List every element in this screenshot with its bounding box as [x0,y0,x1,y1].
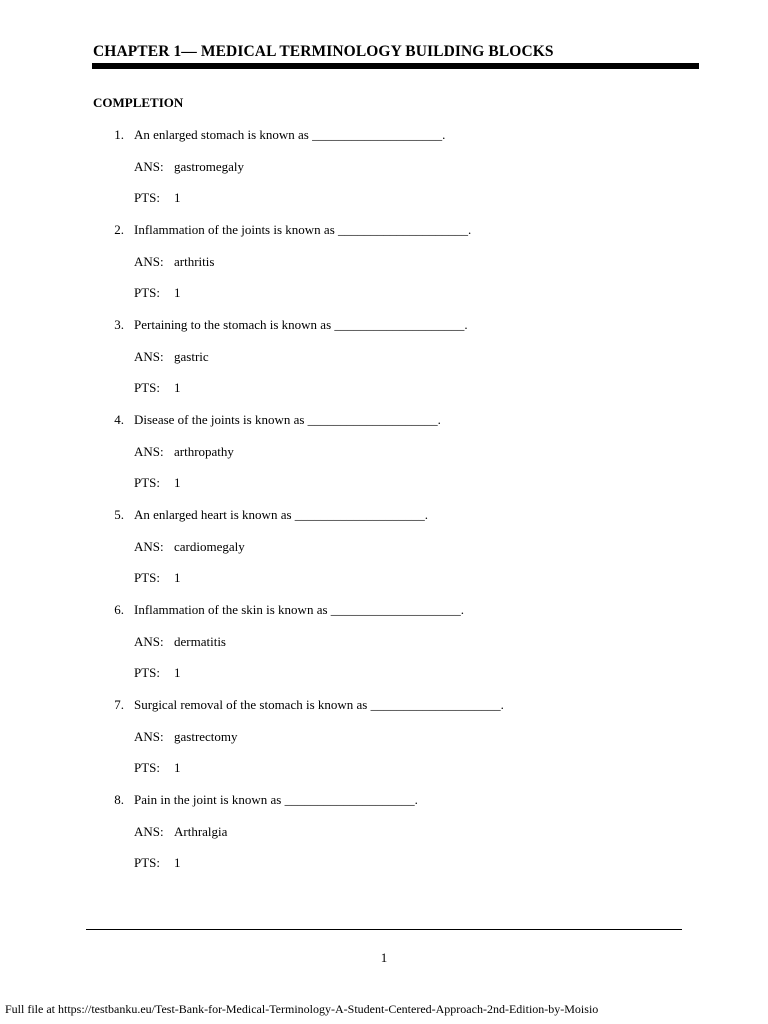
points-value: 1 [174,570,181,585]
points-line [134,570,181,586]
points-value: 1 [174,665,181,680]
answer-value: gastric [174,349,209,364]
points-line [134,380,181,396]
points-label: PTS: [134,665,161,680]
answer-value: arthropathy [174,444,234,459]
question-number: 1. [114,127,124,142]
question-number: 3. [114,317,124,332]
footer-divider [86,929,682,930]
question-item [0,507,768,602]
question-number: 4. [114,412,124,427]
question-text: An enlarged heart is known as ____________________. [134,507,429,522]
answer-line [134,444,234,460]
points-label: PTS: [134,475,161,490]
question-item [0,412,768,507]
points-label: PTS: [134,855,161,870]
points-value: 1 [174,855,181,870]
question-number: 6. [114,602,124,617]
points-label: PTS: [134,380,161,395]
question-item [0,602,768,697]
answer-line [134,729,238,745]
answer-value: Arthralgia [174,824,228,839]
answer-label: ANS: [134,159,164,174]
points-line [134,190,181,206]
points-line [134,760,181,776]
points-label: PTS: [134,285,161,300]
points-value: 1 [174,760,181,775]
points-value: 1 [174,190,181,205]
points-value: 1 [174,285,181,300]
question-number: 7. [114,697,124,712]
question-item [0,127,768,222]
answer-line [134,349,209,365]
answer-line [134,539,245,555]
question-text: Inflammation of the skin is known as ____________________. [134,602,465,617]
answer-value: cardiomegaly [174,539,245,554]
points-line [134,665,181,681]
answer-label: ANS: [134,729,164,744]
answer-line [134,634,226,650]
points-line [134,475,181,491]
question-item [0,792,768,887]
question-number: 2. [114,222,124,237]
question-text: Surgical removal of the stomach is known as ____________________. [134,697,504,712]
answer-label: ANS: [134,254,164,269]
question-text: Pain in the joint is known as ____________________. [134,792,418,807]
question-item [0,697,768,792]
question-item [0,222,768,317]
answer-value: dermatitis [174,634,226,649]
question-item [0,317,768,412]
question-text: Disease of the joints is known as ____________________. [134,412,441,427]
points-label: PTS: [134,190,161,205]
section-heading: COMPLETION [93,95,184,110]
title-divider [92,63,699,69]
answer-label: ANS: [134,634,164,649]
question-text: Pertaining to the stomach is known as ____________________. [134,317,468,332]
answer-line [134,254,214,270]
answer-line [134,159,244,175]
points-label: PTS: [134,760,161,775]
points-line [134,855,181,871]
answer-value: gastromegaly [174,159,245,174]
question-text: An enlarged stomach is known as ____________________. [134,127,446,142]
answer-value: arthritis [174,254,215,269]
answer-label: ANS: [134,349,164,364]
source-url-note: Full file at https://testbanku.eu/Test-Bank-for-Medical-Terminology-A-Student-Centered-Approach-2nd-Edition-by-Moisio [5,1002,599,1016]
answer-label: ANS: [134,539,164,554]
page-number: 1 [380,950,388,965]
points-line [134,285,181,301]
answer-value: gastrectomy [174,729,238,744]
points-value: 1 [174,380,181,395]
points-label: PTS: [134,570,161,585]
question-number: 8. [114,792,124,807]
answer-label: ANS: [134,824,164,839]
answer-line [134,824,227,840]
answer-label: ANS: [134,444,164,459]
chapter-title: CHAPTER 1— MEDICAL TERMINOLOGY BUILDING BLOCKS [93,43,554,60]
question-number: 5. [114,507,124,522]
question-text: Inflammation of the joints is known as ____________________. [134,222,472,237]
points-value: 1 [174,475,181,490]
